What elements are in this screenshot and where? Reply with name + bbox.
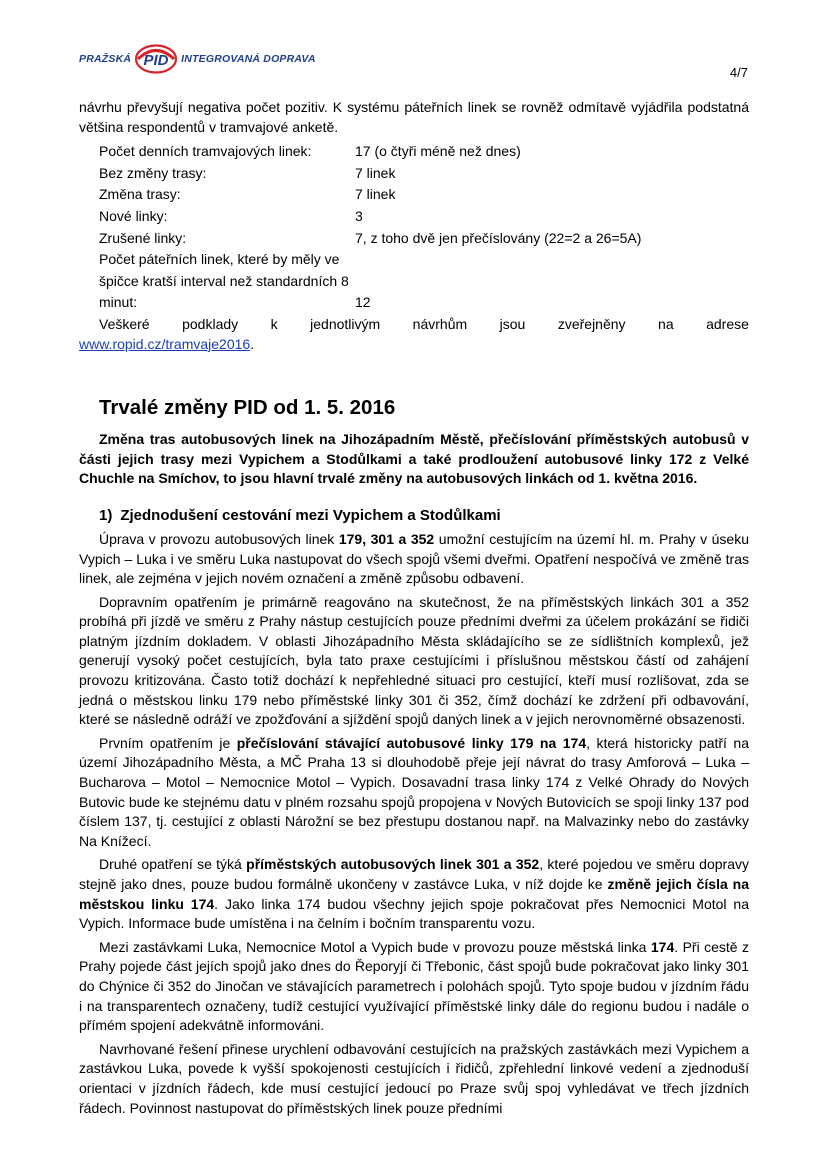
subsection-number: 1): [99, 506, 113, 524]
text-run: Druhé opatření se týká: [99, 856, 247, 873]
logo-text-left: PRAŽSKÁ: [79, 53, 132, 65]
lead-paragraph: Změna tras autobusových linek na Jihozápadním Městě, přečíslování příměstských autobusů v části jejich trasy mezi Vypichem a Stodůlkami a také prodloužení autobusové linky 172 z Velké Chuchle na Smíchov, to jsou hlavní trvalé změny na autobusových linkách od 1. května 2016.: [79, 431, 749, 487]
logo-mark-text: PID: [143, 52, 169, 69]
stats-label: Nové linky:: [99, 207, 168, 224]
text-run-bold: přečíslování stávající autobusové linky 179 na 174: [236, 734, 587, 751]
text-run: Prvním opatřením je: [99, 734, 237, 751]
stats-label: Počet denních tramvajových linek:: [99, 143, 312, 160]
stats-label: Změna trasy:: [99, 186, 181, 203]
pid-logo: [79, 44, 316, 74]
subsection-title: Zjednodušení cestování mezi Vypichem a Stodůlkami: [120, 506, 501, 524]
intro-paragraph: návrhu převyšují negativa počet pozitiv. K systému páteřních linek se rovněž odmítavě vyjádřila podstatná většina respondentů v tramvajové anketě.: [79, 99, 749, 135]
text-run-bold: 174: [650, 938, 675, 955]
materials-word: zveřejněny: [557, 315, 626, 332]
tram-proposals-link[interactable]: www.ropid.cz/tramvaje2016: [79, 335, 251, 352]
body-paragraph-4: [79, 855, 749, 933]
materials-word: jsou: [499, 315, 526, 332]
stats-value: 7 linek: [355, 164, 396, 181]
text-run: Úprava v provozu autobusových linek: [99, 530, 339, 547]
materials-line: [79, 315, 749, 335]
text-run-bold: příměstských autobusových linek 301 a 352: [246, 856, 540, 873]
body-paragraph-2: Dopravním opatřením je primárně reagováno na skutečnost, že na příměstských linkách 301 a 352 probíhá při jízdě ve směru z Prahy nástup cestujících pouze předními dveřmi za účelem prokázání se řidiči platným jízdním dokladem. V oblasti Jihozápadního Města skládajícího se ze sídlištních komplexů, jež generují vysoký počet cestujících, byla tato praxe cestujícími i příslušnou městskou částí od zahájení provozu kritizována. Často totiž dochází k nepřehledné situaci pro cestující, kteří musí rozlišovat, zda se jedná o městskou linku 179 nebo příměstské linky 301 či 352, čímž dochází ke zdržení při odbavování, které se následně odráží ve zpožďování a sjíždění spojů daných linek a v jejich nerovnoměrné obsazenosti.: [79, 593, 749, 728]
materials-word: Veškeré: [99, 315, 150, 332]
body-paragraph-1: [79, 530, 749, 589]
materials-word: jednotlivým: [310, 315, 381, 332]
stats-value: 12: [355, 294, 371, 311]
page-number: 4/7: [729, 65, 748, 80]
link-period: .: [250, 335, 255, 352]
logo-text-right: INTEGROVANÁ DOPRAVA: [181, 53, 316, 65]
stats-row: [99, 163, 641, 185]
text-run: umožní cestujícím na území hl. m. Prahy v úseku Vypich – Luka i ve směru Luka nastupovat do všech spojů všemi dveřmi. Opatření nespočívá ve změně tras linek, ale zejména v jejich novém označení a změně způsobu odbavení.: [79, 530, 750, 587]
materials-word: na: [658, 315, 674, 332]
stats-row: [99, 249, 641, 314]
text-run: . Jako linka 174 budou všechny jejich spoje pokračovat přes Nemocnici Motol na Vypich. Informace bude umístěna i na čelním i bočním transparentu vozu.: [79, 895, 749, 932]
text-run-bold: 179, 301 a 352: [338, 530, 435, 547]
materials-word: adrese: [706, 315, 749, 332]
stats-row: [99, 228, 641, 250]
text-run: . Při cestě z Prahy pojede část jejích spojů jako dnes do Řeporyjí či Třebonic, část spojů bude pokračovat jako linky 301 do Chýnice či 352 do Jinočan ve stávajících parametrech i polohách spojů. Tyto spoje budou v jízdním řádu i na transparentech označeny, tudíž cestující využívající příměstské linky dále do regionu budou i nadále o přímém spojení adekvátně informováni.: [79, 938, 749, 1034]
body-paragraph-5: [79, 938, 749, 1036]
stats-row: [99, 184, 641, 206]
materials-word: k: [270, 315, 278, 332]
stats-label: Bez změny trasy:: [99, 164, 207, 181]
tram-stats-table: [99, 141, 641, 314]
text-run-bold: změně jejich čísla na městskou linku 174: [79, 876, 750, 912]
body-paragraph-6: Navrhované řešení přinese urychlení odbavování cestujících na pražských zastávkách mezi Vypichem a zastávkou Luka, povede k vyšší spokojenosti cestujících i řidičů, zpřehlední linkové vedení a zjednoduší orientaci v jízdních řádech, kde musí cestující jedoucí po Praze svůj spoj vyhledávat ve třech jízdních řádech. Povinnost nastupovat do příměstských linek pouze předními: [79, 1040, 749, 1116]
materials-link-line: [79, 335, 749, 355]
stats-row: [99, 141, 641, 163]
main-content: [79, 98, 749, 1118]
pid-logo-mark: [134, 44, 178, 74]
text-run: Mezi zastávkami Luka, Nemocnice Motol a Vypich bude v provozu pouze městská linka: [99, 938, 651, 955]
stats-value: 7, z toho dvě jen přečíslovány (22=2 a 26=5A): [355, 229, 642, 246]
materials-word: návrhům: [412, 315, 468, 332]
subsection-heading: [99, 505, 749, 527]
stats-label: Zrušené linky:: [99, 229, 187, 246]
stats-value: 3: [355, 207, 363, 224]
body-paragraph-3: [79, 734, 749, 852]
stats-label: Počet páteřních linek, které by měly ve špičce kratší interval než standardních 8 minut:: [99, 251, 349, 311]
text-run: , která historicky patří na území Jihozápadního Města, a MČ Praha 13 si dlouhodobě přeje její návrat do trasy Amforová – Luka – Bucharova – Motol – Nemocnice Motol – Vypich. Dosavadní trasa linky 174 z Velké Ohrady do Nových Butovic bude ke stejnému datu v plném rozsahu spojů propojena v Nových Butovicích se spoji linky 137 pod číslem 137, tj. cestující z oblasti Nárožní se bez přestupu dostanou např. na Malvazinky nebo do zastávky Na Knížecí.: [79, 734, 749, 849]
stats-row: [99, 206, 641, 228]
text-run: , které pojedou ve směru dopravy stejně jako dnes, pouze budou formálně ukončeny v zastávce Luka, v níž dojde ke: [79, 856, 749, 892]
section-title: Trvalé změny PID od 1. 5. 2016: [99, 396, 396, 420]
stats-value: 7 linek: [355, 186, 396, 203]
stats-value: 17 (o čtyři méně než dnes): [355, 143, 521, 160]
materials-word: podklady: [182, 315, 239, 332]
